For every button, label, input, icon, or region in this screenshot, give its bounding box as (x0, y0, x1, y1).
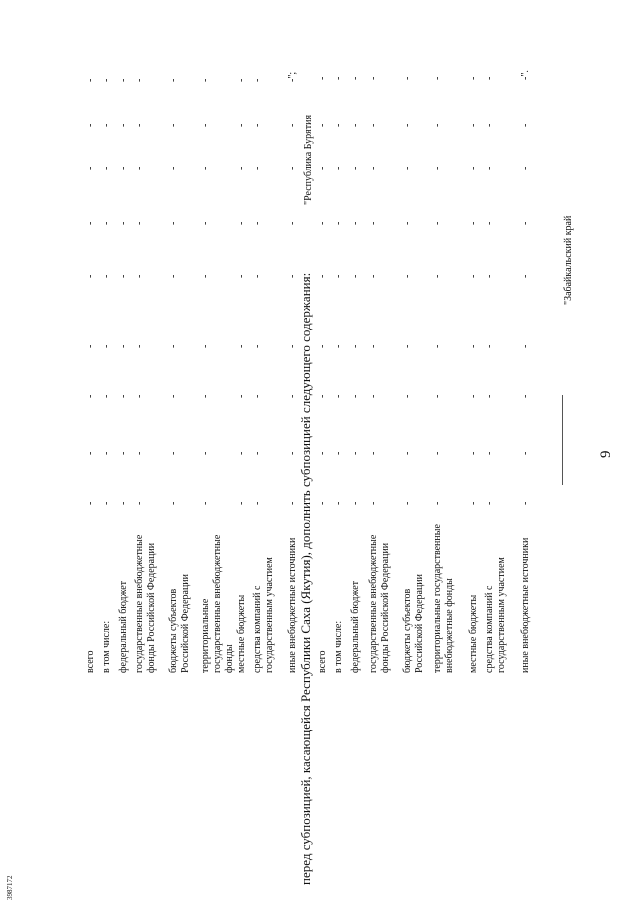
dash-cell: - (432, 501, 443, 505)
dash-cell: - (200, 166, 211, 170)
dash-cell: - (402, 76, 413, 80)
dash-cell: - (101, 344, 112, 348)
row-label-line: государственные внебюджетные (212, 534, 223, 673)
dash-cell: - (317, 123, 328, 127)
dash-cell: - (368, 344, 379, 348)
dash-cell: - (468, 344, 479, 348)
dash-cell: - (333, 451, 344, 455)
row-label-line: иные внебюджетные источники (520, 537, 531, 673)
dash-cell: - (236, 394, 247, 398)
dash-cell: - (252, 78, 263, 82)
dash-cell: - (168, 78, 179, 82)
dash-cell: - (101, 78, 112, 82)
dash-cell: - (85, 221, 96, 225)
dash-cell: - (168, 344, 179, 348)
row-label (168, 574, 192, 673)
row-label-line: в том числе: (333, 620, 344, 673)
dash-cell: - (118, 274, 129, 278)
row-label-line: государственным участием (264, 557, 275, 673)
row-label (317, 650, 329, 673)
dash-cell: - (252, 394, 263, 398)
dash-cell: - (432, 221, 443, 225)
dash-cell: - (333, 166, 344, 170)
row-label (350, 581, 362, 673)
dash-cell: - (236, 123, 247, 127)
dash-cell: - (350, 451, 361, 455)
dash-cell: - (432, 344, 443, 348)
dash-cell: - (200, 501, 211, 505)
dash-cell: - (134, 451, 145, 455)
dash-cell: - (468, 76, 479, 80)
dash-cell: - (317, 344, 328, 348)
dash-cell: - (287, 501, 298, 505)
row-label (333, 621, 345, 673)
dash-cell: - (236, 451, 247, 455)
row-label-line: Российской Федерации (414, 573, 425, 673)
row-label-line: фонды (224, 644, 235, 673)
dash-cell: - (101, 394, 112, 398)
dash-cell: - (317, 394, 328, 398)
row-label (101, 621, 113, 673)
dash-cell: - (118, 344, 129, 348)
dash-cell: - (350, 166, 361, 170)
dash-cell: - (402, 501, 413, 505)
row-label (402, 574, 426, 673)
dash-cell: - (402, 166, 413, 170)
row-label (85, 650, 97, 673)
dash-cell: - (368, 451, 379, 455)
dash-cell: - (484, 394, 495, 398)
dash-cell: - (317, 76, 328, 80)
dash-cell: - (134, 123, 145, 127)
dash-cell: - (432, 451, 443, 455)
dash-cell: -". (520, 70, 531, 80)
dash-cell: - (85, 274, 96, 278)
dash-cell: - (402, 451, 413, 455)
dash-cell: - (101, 501, 112, 505)
dash-cell: - (200, 394, 211, 398)
dash-cell: - (432, 274, 443, 278)
dash-cell: - (287, 344, 298, 348)
dash-cell: - (168, 501, 179, 505)
dash-cell: - (520, 394, 531, 398)
dash-cell: - (134, 78, 145, 82)
row-label (252, 557, 276, 673)
dash-cell: - (287, 451, 298, 455)
row-label-line: средства компаний с (484, 585, 495, 673)
dash-cell: - (432, 394, 443, 398)
dash-cell: - (317, 451, 328, 455)
row-label (118, 581, 130, 673)
dash-cell: - (252, 221, 263, 225)
row-label-line: территориальные (200, 598, 211, 673)
dash-cell: - (134, 501, 145, 505)
dash-cell: - (118, 123, 129, 127)
dash-cell: - (118, 501, 129, 505)
dash-cell: - (468, 123, 479, 127)
dash-cell: - (368, 394, 379, 398)
dash-cell: - (118, 221, 129, 225)
dash-cell: - (368, 501, 379, 505)
dash-cell: - (168, 221, 179, 225)
dash-cell: - (484, 221, 495, 225)
document-id: 3987172 (6, 875, 14, 900)
dash-cell: - (333, 501, 344, 505)
dash-cell: - (468, 274, 479, 278)
dash-cell: - (101, 451, 112, 455)
dash-cell: - (101, 221, 112, 225)
dash-cell: - (520, 344, 531, 348)
dash-cell: - (402, 274, 413, 278)
dash-cell: - (368, 221, 379, 225)
dash-cell: - (134, 166, 145, 170)
dash-cell: - (252, 166, 263, 170)
row-label-line: всего (317, 650, 328, 673)
dash-cell: - (236, 274, 247, 278)
dash-cell: - (484, 123, 495, 127)
dash-cell: - (333, 274, 344, 278)
row-label-line: бюджеты субъектов (168, 588, 179, 673)
row-label-line: средства компаний с (252, 585, 263, 673)
separator-rule (562, 395, 563, 485)
row-label-line: всего (85, 650, 96, 673)
row-label-line: государственные внебюджетные (368, 534, 379, 673)
dash-cell: - (101, 274, 112, 278)
dash-cell: - (402, 344, 413, 348)
dash-cell: - (118, 394, 129, 398)
dash-cell: - (85, 123, 96, 127)
dash-cell: - (168, 394, 179, 398)
dash-cell: - (350, 221, 361, 225)
row-label-line: государственные внебюджетные (134, 534, 145, 673)
dash-cell: - (317, 274, 328, 278)
dash-cell: - (85, 394, 96, 398)
dash-cell: - (484, 274, 495, 278)
dash-cell: - (520, 166, 531, 170)
dash-cell: - (134, 274, 145, 278)
row-label (200, 535, 236, 673)
dash-cell: - (368, 274, 379, 278)
dash-cell: - (236, 344, 247, 348)
dash-cell: - (85, 451, 96, 455)
dash-cell: - (200, 123, 211, 127)
dash-cell: - (236, 221, 247, 225)
dash-cell: - (402, 394, 413, 398)
amendment-paragraph: перед субпозицией, касающейся Республики Саха (Якутия), дополнить субпозицией следующего содержания: (298, 272, 313, 885)
row-label (484, 557, 508, 673)
dash-cell: - (520, 501, 531, 505)
dash-cell: - (368, 76, 379, 80)
dash-cell: - (200, 344, 211, 348)
row-label-line: государственным участием (496, 557, 507, 673)
dash-cell: - (200, 78, 211, 82)
dash-cell: - (252, 344, 263, 348)
row-label (368, 535, 392, 673)
dash-cell: - (368, 166, 379, 170)
dash-cell: - (168, 274, 179, 278)
row-label-line: территориальные государственные (432, 524, 443, 673)
row-label (134, 535, 158, 673)
dash-cell: - (368, 123, 379, 127)
row-label (468, 595, 480, 673)
dash-cell: - (350, 501, 361, 505)
dash-cell: - (350, 394, 361, 398)
row-label-line: внебюджетные фонды (444, 578, 455, 673)
dash-cell: - (317, 166, 328, 170)
row-label-line: фонды Российской Федерации (146, 542, 157, 673)
dash-cell: - (85, 166, 96, 170)
row-label-line: в том числе: (101, 620, 112, 673)
dash-cell: - (317, 221, 328, 225)
dash-cell: - (432, 123, 443, 127)
row-label-line: иные внебюджетные источники (287, 537, 298, 673)
dash-cell: - (252, 451, 263, 455)
dash-cell: - (350, 76, 361, 80)
dash-cell: - (520, 221, 531, 225)
dash-cell: - (287, 123, 298, 127)
dash-cell: - (101, 123, 112, 127)
row-label (520, 538, 532, 673)
dash-cell: - (236, 501, 247, 505)
dash-cell: - (484, 501, 495, 505)
dash-cell: - (484, 76, 495, 80)
dash-cell: - (350, 123, 361, 127)
row-label (432, 524, 456, 673)
dash-cell: - (134, 221, 145, 225)
dash-cell: - (333, 221, 344, 225)
dash-cell: - (118, 166, 129, 170)
dash-cell: - (118, 78, 129, 82)
dash-cell: - (287, 274, 298, 278)
dash-cell: - (134, 394, 145, 398)
dash-cell: - (252, 501, 263, 505)
dash-cell: - (520, 123, 531, 127)
dash-cell: - (168, 451, 179, 455)
row-label (236, 595, 248, 673)
dash-cell: - (134, 344, 145, 348)
dash-cell: - (432, 76, 443, 80)
dash-cell: - (168, 166, 179, 170)
dash-cell: - (252, 274, 263, 278)
row-label-line: федеральный бюджет (118, 580, 129, 673)
dash-cell: - (350, 274, 361, 278)
row-label-line: фонды Российской Федерации (380, 542, 391, 673)
dash-cell: - (468, 221, 479, 225)
dash-cell: -"; (287, 71, 298, 82)
dash-cell: - (350, 344, 361, 348)
dash-cell: - (468, 166, 479, 170)
dash-cell: - (200, 274, 211, 278)
dash-cell: - (200, 221, 211, 225)
dash-cell: - (468, 501, 479, 505)
dash-cell: - (484, 451, 495, 455)
row-label-line: федеральный бюджет (350, 580, 361, 673)
page-number: 9 (598, 450, 614, 458)
dash-cell: - (168, 123, 179, 127)
dash-cell: - (287, 221, 298, 225)
dash-cell: - (287, 394, 298, 398)
row-label-line: местные бюджеты (468, 594, 479, 673)
dash-cell: - (118, 451, 129, 455)
region-label-buryatia: "Республика Бурятия (303, 114, 314, 205)
dash-cell: - (402, 123, 413, 127)
row-label-line: Российской Федерации (180, 573, 191, 673)
dash-cell: - (85, 344, 96, 348)
dash-cell: - (484, 344, 495, 348)
dash-cell: - (484, 166, 495, 170)
dash-cell: - (333, 344, 344, 348)
dash-cell: - (402, 221, 413, 225)
dash-cell: - (85, 78, 96, 82)
dash-cell: - (200, 451, 211, 455)
dash-cell: - (333, 76, 344, 80)
dash-cell: - (520, 451, 531, 455)
dash-cell: - (317, 501, 328, 505)
dash-cell: - (520, 274, 531, 278)
row-label-line: местные бюджеты (236, 594, 247, 673)
dash-cell: - (252, 123, 263, 127)
dash-cell: - (333, 123, 344, 127)
row-label-line: бюджеты субъектов (402, 588, 413, 673)
dash-cell: - (333, 394, 344, 398)
dash-cell: - (236, 78, 247, 82)
dash-cell: - (236, 166, 247, 170)
dash-cell: - (287, 166, 298, 170)
dash-cell: - (468, 451, 479, 455)
dash-cell: - (432, 166, 443, 170)
dash-cell: - (468, 394, 479, 398)
dash-cell: - (85, 501, 96, 505)
dash-cell: - (101, 166, 112, 170)
region-label-zabaikalsky: "Забайкальский край (563, 215, 574, 305)
